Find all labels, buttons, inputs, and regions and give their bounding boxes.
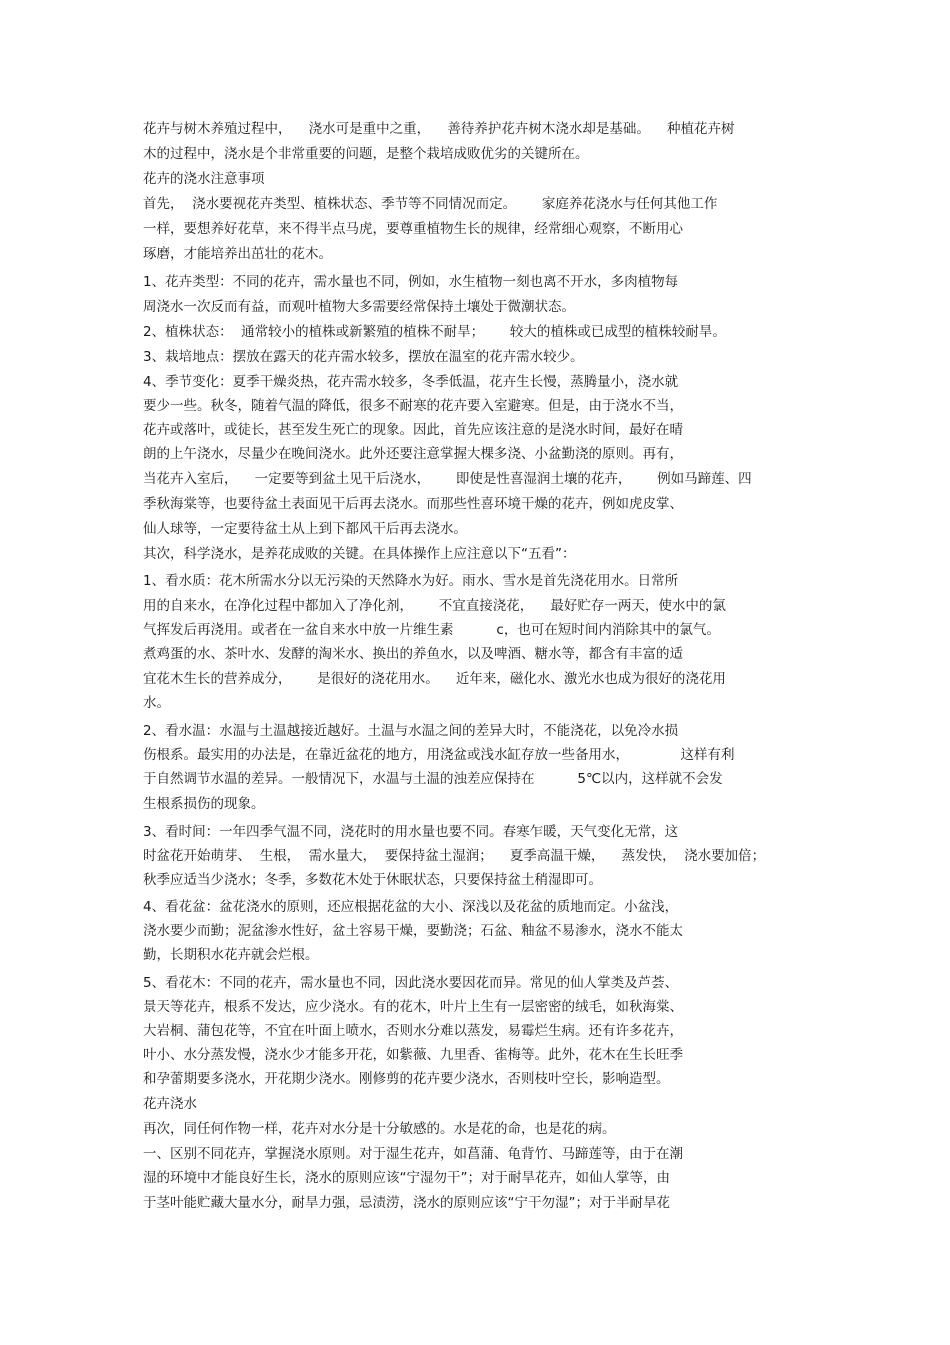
look-line: 水。 bbox=[143, 695, 170, 711]
look-line: 叶小、水分蒸发慢，浇水少才能多开花，如紫薇、九里香、雀梅等。此外，花木在生长旺季 bbox=[143, 1047, 683, 1063]
factor-line: 3、栽培地点：摆放在露天的花卉需水较多，摆放在温室的花卉需水较少。 bbox=[143, 349, 584, 365]
look-line: 和孕蕾期要多浇水，开花期少浇水。刚修剪的花卉要少浇水，否则枝叶空长，影响造型。 bbox=[143, 1071, 670, 1087]
look-line: 景天等花卉，根系不发达，应少浇水。有的花木，叶片上生有一层密密的绒毛，如秋海棠、 bbox=[143, 999, 683, 1015]
rule-line: 湿的环境中才能良好生长，浇水的原则应该“宁湿勿干”；对于耐旱花卉，如仙人掌等，由 bbox=[143, 1170, 670, 1186]
look-line: 气挥发后再浇用。或者在一盆自来水中放一片维生素 c，也可在短时间内消除其中的氯气。 bbox=[143, 622, 720, 638]
paragraph-line: 琢磨，才能培养出茁壮的花木。 bbox=[143, 246, 332, 262]
factor-line: 仙人球等，一定要待盆土从上到下都风干后再去浇水。 bbox=[143, 521, 467, 537]
factor-line: 当花卉入室后， 一定要等到盆土见干后浇水， 即使是性喜湿润土壤的花卉， 例如马蹄莲、四 bbox=[143, 471, 752, 487]
rule-line: 于茎叶能贮藏大量水分，耐旱力强，忌渍涝，浇水的原则应该“宁干勿湿”；对于半耐旱花 bbox=[143, 1195, 670, 1211]
factor-line: 要少一些。秋冬，随着气温的降低，很多不耐寒的花卉要入室避寒。但是，由于浇水不当， bbox=[143, 398, 683, 414]
rule-line: 一、区别不同花卉，掌握浇水原则。对于湿生花卉，如菖蒲、龟背竹、马蹄莲等，由于在潮 bbox=[143, 1146, 683, 1162]
look-line: 浇水要少而勤；泥盆渗水性好，盆土容易干燥，要勤浇；石盆、釉盆不易渗水，浇水不能太 bbox=[143, 923, 683, 939]
factor-line: 花卉或落叶，或徒长，甚至发生死亡的现象。因此，首先应该注意的是浇水时间，最好在晴 bbox=[143, 422, 683, 438]
look-line: 4、看花盆：盆花浇水的原则，还应根据花盆的大小、深浅以及花盆的质地而定。小盆浅， bbox=[143, 899, 679, 915]
intro-line: 木的过程中，浇水是个非常重要的问题，是整个栽培成败优劣的关键所在。 bbox=[143, 146, 589, 162]
factor-line: 朗的上午浇水，尽量少在晚间浇水。此外还要注意掌握大棵多浇、小盆勤浇的原则。再有， bbox=[143, 446, 683, 462]
look-line: 时盆花开始萌芽、 生根， 需水量大， 要保持盆土湿润； 夏季高温干燥， 蒸发快， 浇水要加倍； bbox=[143, 848, 766, 864]
look-line: 用的自来水，在净化过程中都加入了净化剂， 不宜直接浇花， 最好贮存一两天，使水中的氯 bbox=[143, 598, 726, 614]
look-line: 2、看水温：水温与土温越接近越好。土温与水温之间的差异大时，不能浇花，以免冷水损 bbox=[143, 723, 679, 739]
factor-line: 2、植株状态： 通常较小的植株或新繁殖的植株不耐旱； 较大的植株或已成型的植株较耐旱。 bbox=[143, 324, 726, 340]
paragraph-line: 一样，要想养好花草，来不得半点马虎，要尊重植物生长的规律，经常细心观察，不断用心 bbox=[143, 221, 683, 237]
look-line: 宜花木生长的营养成分， 是很好的浇花用水。 近年来，磁化水、激光水也成为很好的浇花用 bbox=[143, 671, 726, 687]
factor-line: 4、季节变化：夏季干燥炎热，花卉需水较多，冬季低温，花卉生长慢，蒸腾量小，浇水就 bbox=[143, 374, 679, 390]
look-line: 生根系损伤的现象。 bbox=[143, 796, 265, 812]
factor-line: 1、花卉类型：不同的花卉，需水量也不同，例如，水生植物一刻也离不开水，多肉植物每 bbox=[143, 274, 679, 290]
paragraph-line: 其次，科学浇水，是养花成败的关键。在具体操作上应注意以下“五看”： bbox=[143, 546, 576, 562]
look-line: 3、看时间：一年四季气温不同，浇花时的用水量也要不同。春寒乍暖，天气变化无常，这 bbox=[143, 824, 679, 840]
section-heading: 花卉的浇水注意事项 bbox=[143, 171, 265, 187]
intro-line: 花卉与树木养殖过程中， 浇水可是重中之重， 善待养护花卉树木浇水却是基础。 种植花卉树 bbox=[143, 121, 735, 137]
paragraph-line: 首先， 浇水要视花卉类型、植株状态、季节等不同情况而定。 家庭养花浇水与任何其他工作 bbox=[143, 196, 718, 212]
section-heading: 花卉浇水 bbox=[143, 1096, 197, 1112]
paragraph-line: 再次，同任何作物一样，花卉对水分是十分敏感的。水是花的命，也是花的病。 bbox=[143, 1121, 616, 1137]
look-line: 大岩桐、蒲包花等，不宜在叶面上喷水，否则水分难以蒸发，易霉烂生病。还有许多花卉， bbox=[143, 1023, 683, 1039]
look-line: 5、看花木：不同的花卉，需水量也不同，因此浇水要因花而异。常见的仙人掌类及芦荟、 bbox=[143, 975, 679, 991]
look-line: 伤根系。最实用的办法是，在靠近盆花的地方，用浇盆或浅水缸存放一些备用水， 这样有利 bbox=[143, 747, 735, 763]
factor-line: 季秋海棠等，也要待盆土表面见干后再去浇水。而那些性喜环境干燥的花卉，例如虎皮掌、 bbox=[143, 496, 683, 512]
look-line: 秋季应适当少浇水；冬季，多数花木处于休眠状态，只要保持盆土稍湿即可。 bbox=[143, 872, 602, 888]
look-line: 勤，长期积水花卉就会烂根。 bbox=[143, 947, 319, 963]
look-line: 于自然调节水温的差异。一般情况下，水温与土温的浊差应保持在 5℃以内，这样就不会发 bbox=[143, 771, 723, 787]
look-line: 1、看水质：花木所需水分以无污染的天然降水为好。雨水、雪水是首先浇花用水。日常所 bbox=[143, 573, 679, 589]
look-line: 煮鸡蛋的水、茶叶水、发酵的淘米水、换出的养鱼水，以及啤酒、糖水等，都含有丰富的适 bbox=[143, 646, 683, 662]
factor-line: 周浇水一次反而有益，而观叶植物大多需要经常保持土壤处于微潮状态。 bbox=[143, 299, 575, 315]
